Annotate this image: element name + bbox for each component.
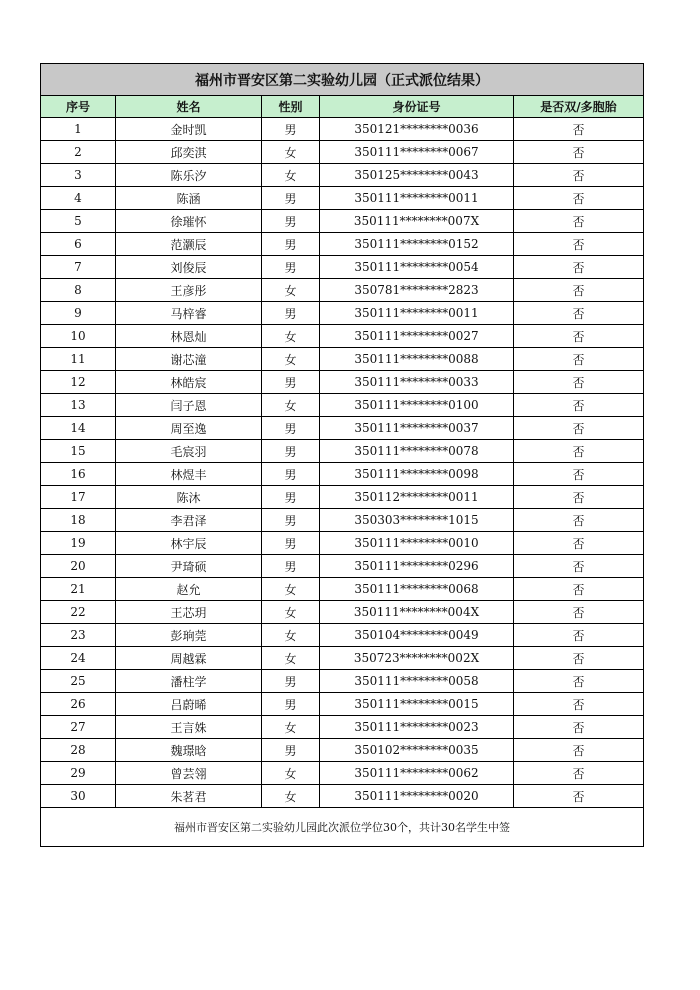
cell-gender: 女 (262, 164, 320, 187)
cell-id-number: 350111********0058 (320, 670, 514, 693)
table-row (41, 279, 644, 302)
cell-id-number: 350111********0015 (320, 693, 514, 716)
cell-index: 16 (41, 463, 116, 486)
cell-index: 12 (41, 371, 116, 394)
table-row (41, 141, 644, 164)
table-row (41, 624, 644, 647)
cell-gender: 男 (262, 210, 320, 233)
cell-twins: 否 (514, 394, 644, 417)
cell-index: 5 (41, 210, 116, 233)
cell-twins: 否 (514, 532, 644, 555)
cell-id-number: 350104********0049 (320, 624, 514, 647)
table-row (41, 233, 644, 256)
cell-twins: 否 (514, 486, 644, 509)
cell-twins: 否 (514, 624, 644, 647)
cell-name: 陈沐 (116, 486, 262, 509)
cell-name: 王彦彤 (116, 279, 262, 302)
cell-gender: 女 (262, 394, 320, 417)
cell-gender: 男 (262, 417, 320, 440)
cell-gender: 女 (262, 785, 320, 808)
cell-twins: 否 (514, 302, 644, 325)
cell-id-number: 350303********1015 (320, 509, 514, 532)
table-row (41, 670, 644, 693)
cell-twins: 否 (514, 417, 644, 440)
cell-id-number: 350111********0152 (320, 233, 514, 256)
cell-gender: 女 (262, 348, 320, 371)
table-row (41, 693, 644, 716)
table-row (41, 532, 644, 555)
cell-twins: 否 (514, 739, 644, 762)
cell-gender: 女 (262, 716, 320, 739)
table-row (41, 371, 644, 394)
cell-id-number: 350111********0010 (320, 532, 514, 555)
cell-twins: 否 (514, 555, 644, 578)
cell-name: 谢芯潼 (116, 348, 262, 371)
cell-gender: 男 (262, 233, 320, 256)
cell-gender: 女 (262, 762, 320, 785)
cell-index: 29 (41, 762, 116, 785)
cell-name: 金时凯 (116, 118, 262, 141)
allocation-result-table (40, 63, 644, 847)
cell-gender: 男 (262, 187, 320, 210)
cell-index: 10 (41, 325, 116, 348)
cell-name: 王言姝 (116, 716, 262, 739)
table-title: 福州市晋安区第二实验幼儿园（正式派位结果） (41, 64, 644, 96)
cell-name: 尹琦硕 (116, 555, 262, 578)
cell-twins: 否 (514, 233, 644, 256)
cell-twins: 否 (514, 210, 644, 233)
cell-index: 30 (41, 785, 116, 808)
cell-gender: 男 (262, 532, 320, 555)
cell-id-number: 350111********0023 (320, 716, 514, 739)
cell-name: 周至逸 (116, 417, 262, 440)
cell-index: 14 (41, 417, 116, 440)
cell-twins: 否 (514, 256, 644, 279)
table-row (41, 578, 644, 601)
cell-name: 朱茗君 (116, 785, 262, 808)
cell-twins: 否 (514, 716, 644, 739)
cell-name: 魏璟晗 (116, 739, 262, 762)
footer-row (41, 808, 644, 847)
cell-id-number: 350112********0011 (320, 486, 514, 509)
table-row (41, 762, 644, 785)
cell-id-number: 350111********0078 (320, 440, 514, 463)
cell-gender: 男 (262, 118, 320, 141)
header-row (41, 96, 644, 118)
cell-name: 邱奕淇 (116, 141, 262, 164)
cell-index: 13 (41, 394, 116, 417)
cell-name: 赵允 (116, 578, 262, 601)
cell-twins: 否 (514, 440, 644, 463)
cell-index: 7 (41, 256, 116, 279)
cell-gender: 男 (262, 463, 320, 486)
table-row (41, 118, 644, 141)
table-row (41, 716, 644, 739)
cell-gender: 女 (262, 578, 320, 601)
cell-name: 陈乐汐 (116, 164, 262, 187)
cell-index: 9 (41, 302, 116, 325)
cell-index: 17 (41, 486, 116, 509)
cell-gender: 男 (262, 670, 320, 693)
cell-id-number: 350781********2823 (320, 279, 514, 302)
cell-twins: 否 (514, 463, 644, 486)
cell-index: 22 (41, 601, 116, 624)
cell-index: 6 (41, 233, 116, 256)
cell-name: 林恩灿 (116, 325, 262, 348)
cell-name: 毛宸羽 (116, 440, 262, 463)
cell-index: 11 (41, 348, 116, 371)
cell-gender: 女 (262, 624, 320, 647)
cell-id-number: 350111********0100 (320, 394, 514, 417)
cell-gender: 男 (262, 302, 320, 325)
table-row (41, 601, 644, 624)
cell-name: 曾芸翎 (116, 762, 262, 785)
cell-twins: 否 (514, 509, 644, 532)
cell-name: 潘柱学 (116, 670, 262, 693)
cell-id-number: 350111********004X (320, 601, 514, 624)
table-row (41, 647, 644, 670)
cell-twins: 否 (514, 762, 644, 785)
cell-twins: 否 (514, 578, 644, 601)
cell-id-number: 350111********0011 (320, 187, 514, 210)
cell-id-number: 350111********0011 (320, 302, 514, 325)
cell-gender: 男 (262, 371, 320, 394)
cell-gender: 女 (262, 141, 320, 164)
table-row (41, 509, 644, 532)
cell-id-number: 350111********007X (320, 210, 514, 233)
cell-id-number: 350111********0054 (320, 256, 514, 279)
header-index: 序号 (41, 96, 116, 118)
cell-name: 彭珦莞 (116, 624, 262, 647)
cell-index: 8 (41, 279, 116, 302)
cell-index: 21 (41, 578, 116, 601)
cell-gender: 男 (262, 509, 320, 532)
cell-name: 陈涵 (116, 187, 262, 210)
table-row (41, 164, 644, 187)
cell-index: 19 (41, 532, 116, 555)
cell-gender: 男 (262, 440, 320, 463)
footer-note: 福州市晋安区第二实验幼儿园此次派位学位30个，共计30名学生中签 (41, 808, 644, 847)
cell-gender: 男 (262, 555, 320, 578)
cell-index: 18 (41, 509, 116, 532)
cell-id-number: 350121********0036 (320, 118, 514, 141)
cell-id-number: 350111********0027 (320, 325, 514, 348)
cell-twins: 否 (514, 187, 644, 210)
table-row (41, 417, 644, 440)
cell-name: 王芯玥 (116, 601, 262, 624)
cell-id-number: 350111********0067 (320, 141, 514, 164)
table-body (41, 118, 644, 808)
table-row (41, 555, 644, 578)
cell-name: 李君泽 (116, 509, 262, 532)
cell-twins: 否 (514, 693, 644, 716)
cell-id-number: 350111********0296 (320, 555, 514, 578)
cell-id-number: 350111********0062 (320, 762, 514, 785)
cell-gender: 女 (262, 325, 320, 348)
table-row (41, 463, 644, 486)
table-row (41, 325, 644, 348)
cell-id-number: 350111********0037 (320, 417, 514, 440)
header-name: 姓名 (116, 96, 262, 118)
cell-gender: 女 (262, 601, 320, 624)
cell-gender: 女 (262, 279, 320, 302)
cell-name: 徐璀怀 (116, 210, 262, 233)
cell-id-number: 350723********002X (320, 647, 514, 670)
cell-twins: 否 (514, 601, 644, 624)
cell-name: 马梓睿 (116, 302, 262, 325)
cell-index: 2 (41, 141, 116, 164)
cell-index: 27 (41, 716, 116, 739)
cell-id-number: 350125********0043 (320, 164, 514, 187)
cell-name: 林宇辰 (116, 532, 262, 555)
cell-twins: 否 (514, 325, 644, 348)
header-gender: 性别 (262, 96, 320, 118)
cell-twins: 否 (514, 647, 644, 670)
title-row (41, 64, 644, 96)
cell-index: 26 (41, 693, 116, 716)
cell-name: 范灏辰 (116, 233, 262, 256)
cell-index: 28 (41, 739, 116, 762)
cell-name: 林皓宸 (116, 371, 262, 394)
cell-id-number: 350111********0098 (320, 463, 514, 486)
table-row (41, 256, 644, 279)
cell-name: 闫子恩 (116, 394, 262, 417)
table-row (41, 739, 644, 762)
table-row (41, 440, 644, 463)
cell-twins: 否 (514, 118, 644, 141)
cell-twins: 否 (514, 371, 644, 394)
cell-gender: 男 (262, 486, 320, 509)
table-row (41, 210, 644, 233)
table-row (41, 302, 644, 325)
cell-twins: 否 (514, 164, 644, 187)
cell-twins: 否 (514, 348, 644, 371)
cell-index: 25 (41, 670, 116, 693)
cell-gender: 男 (262, 693, 320, 716)
cell-name: 刘俊辰 (116, 256, 262, 279)
cell-index: 20 (41, 555, 116, 578)
table-row (41, 486, 644, 509)
cell-id-number: 350111********0068 (320, 578, 514, 601)
cell-index: 15 (41, 440, 116, 463)
table-row (41, 187, 644, 210)
cell-name: 吕蔚晞 (116, 693, 262, 716)
cell-twins: 否 (514, 670, 644, 693)
header-id-number: 身份证号 (320, 96, 514, 118)
table-row (41, 785, 644, 808)
cell-index: 1 (41, 118, 116, 141)
cell-index: 4 (41, 187, 116, 210)
cell-index: 3 (41, 164, 116, 187)
cell-id-number: 350111********0088 (320, 348, 514, 371)
header-twins: 是否双/多胞胎 (514, 96, 644, 118)
cell-gender: 男 (262, 256, 320, 279)
cell-twins: 否 (514, 279, 644, 302)
cell-index: 24 (41, 647, 116, 670)
table-row (41, 348, 644, 371)
cell-name: 周越霖 (116, 647, 262, 670)
cell-index: 23 (41, 624, 116, 647)
cell-id-number: 350111********0033 (320, 371, 514, 394)
cell-id-number: 350111********0020 (320, 785, 514, 808)
cell-twins: 否 (514, 785, 644, 808)
cell-twins: 否 (514, 141, 644, 164)
cell-gender: 男 (262, 739, 320, 762)
table-row (41, 394, 644, 417)
cell-name: 林煜丰 (116, 463, 262, 486)
cell-gender: 女 (262, 647, 320, 670)
cell-id-number: 350102********0035 (320, 739, 514, 762)
